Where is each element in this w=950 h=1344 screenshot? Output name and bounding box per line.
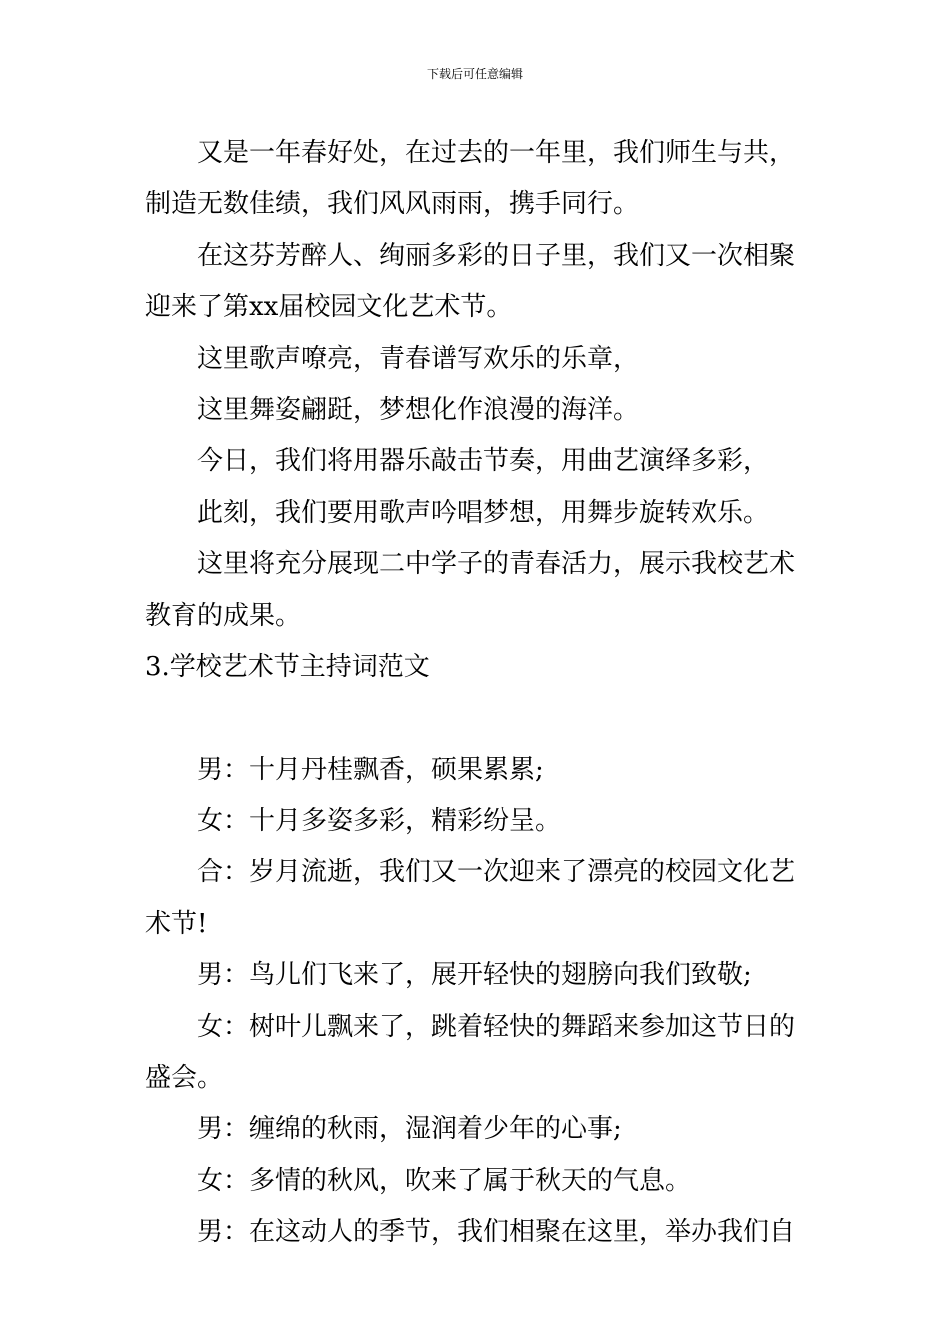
paragraph-line: 教育的成果。 xyxy=(145,600,302,631)
dialogue-line: 女：树叶儿飘来了，跳着轻快的舞蹈来参加这节日的 xyxy=(197,1011,796,1042)
dialogue-line: 男：十月丹桂飘香，硕果累累; xyxy=(197,754,544,785)
page-header: 下载后可任意编辑 xyxy=(426,67,523,81)
dialogue-line: 男：缠绵的秋雨，湿润着少年的心事; xyxy=(197,1114,622,1145)
document-body xyxy=(145,128,810,1259)
dialogue-line: 盛会。 xyxy=(145,1063,224,1094)
paragraph-line: 制造无数佳绩，我们风风雨雨，携手同行。 xyxy=(145,189,640,220)
paragraph-line: 迎来了第xx届校园文化艺术节。 xyxy=(145,292,513,323)
paragraph-line: 今日，我们将用器乐敲击节奏，用曲艺演绎多彩， xyxy=(197,446,770,477)
dialogue-line: 女：多情的秋风，吹来了属于秋天的气息。 xyxy=(197,1165,692,1196)
paragraph-line: 这里歌声嘹亮，青春谱写欢乐的乐章， xyxy=(197,343,640,374)
dialogue-line: 女：十月多姿多彩，精彩纷呈。 xyxy=(197,806,562,837)
blank-line xyxy=(145,693,810,744)
paragraph-line: 这里舞姿翩跹，梦想化作浪漫的海洋。 xyxy=(197,394,640,425)
paragraph-line: 此刻，我们要用歌声吟唱梦想，用舞步旋转欢乐。 xyxy=(197,497,770,528)
dialogue-line: 男：鸟儿们飞来了，展开轻快的翅膀向我们致敬; xyxy=(197,960,752,991)
paragraph-line: 在这芬芳醉人、绚丽多彩的日子里，我们又一次相聚 xyxy=(197,240,796,271)
paragraph-line: 这里将充分展现二中学子的青春活力，展示我校艺术 xyxy=(197,549,796,580)
dialogue-line: 合：岁月流逝，我们又一次迎来了漂亮的校园文化艺 xyxy=(197,857,796,888)
section-heading: 3.学校艺术节主持词范文 xyxy=(145,651,430,682)
paragraph-line: 又是一年春好处，在过去的一年里，我们师生与共， xyxy=(197,138,796,168)
dialogue-line: 术节! xyxy=(145,908,208,939)
dialogue-line: 男：在这动人的季节，我们相聚在这里，举办我们自 xyxy=(197,1217,796,1248)
